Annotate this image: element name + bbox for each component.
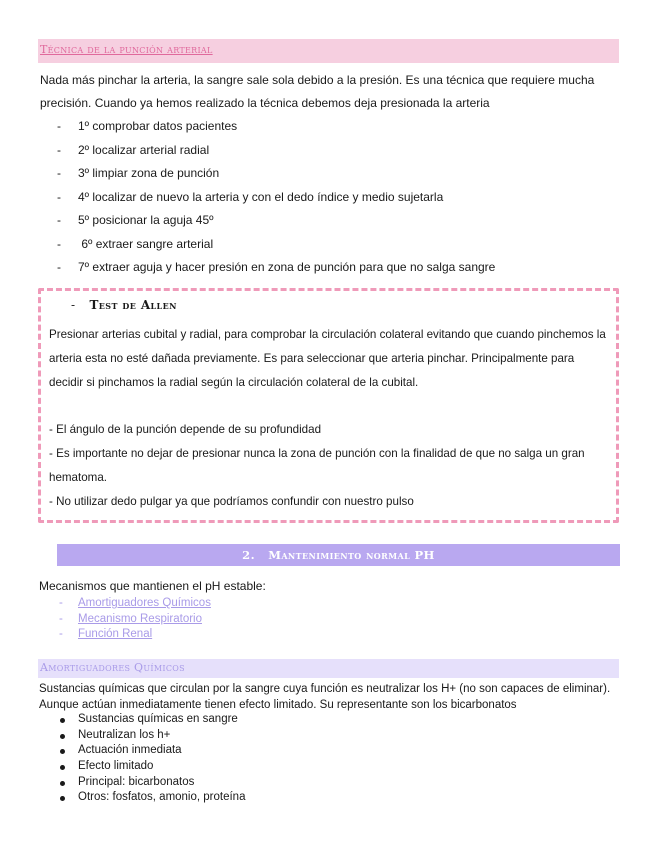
section-heading-text: 2. Mantenimiento normal PH: [242, 548, 435, 562]
bullet-icon: [60, 781, 65, 786]
box-line: decidir si pinchamos la radial según la circulación colateral de la cubital.: [49, 376, 419, 389]
list-item: Sustancias químicas en sangre: [60, 712, 245, 728]
list-item: - Amortiguadores Químicos: [59, 597, 211, 609]
mechanisms-intro: Mecanismos que mantienen el pH estable:: [39, 579, 266, 593]
box-line: arteria esta no esté dañada previamente. Es para seleccionar que arteria pinchar. Principalmente para: [49, 352, 575, 365]
bullet-icon: [60, 749, 65, 754]
allen-test-box: [38, 288, 619, 523]
procedure-steps: [57, 115, 495, 280]
list-item: - 5º posicionar la aguja 45º: [57, 213, 214, 227]
box-line: Presionar arterias cubital y radial, para comprobar la circulación colateral evitando que cuando pinchemos la: [49, 328, 606, 341]
mechanism-links: [59, 596, 211, 643]
paragraph-line: precisión. Cuando ya hemos realizado la técnica debemos deja presionada la arteria: [40, 96, 490, 110]
list-item: - Función Renal: [59, 628, 153, 640]
list-item: - 1º comprobar datos pacientes: [57, 119, 238, 133]
paragraph-line: Sustancias químicas que circulan por la sangre cuya función es neutralizar los H+ (no son capaces de eliminar).: [39, 683, 611, 695]
link-renal[interactable]: Función Renal: [78, 628, 153, 640]
bullet-icon: [60, 765, 65, 770]
intro-paragraph: [40, 69, 620, 115]
amortiguadores-paragraph: [39, 682, 624, 713]
section-heading-text: Técnica de la punción arterial: [40, 43, 213, 56]
list-item: - 6º extraer sangre arterial: [57, 236, 214, 251]
list-item: Efecto limitado: [60, 759, 245, 775]
link-respiratorio[interactable]: Mecanismo Respiratorio: [78, 612, 202, 625]
box-content: [49, 323, 614, 514]
box-note: hematoma.: [49, 471, 107, 484]
paragraph-line: Nada más pinchar la arteria, la sangre sale sola debido a la presión. Es una técnica que requiere mucha: [40, 73, 595, 87]
list-item: - 3º limpiar zona de punción: [57, 166, 220, 180]
section-heading-text: Amortiguadores Químicos: [40, 661, 185, 674]
list-item: Neutralizan los h+: [60, 728, 245, 744]
list-item: Principal: bicarbonatos: [60, 775, 245, 791]
section-heading-puncion: [38, 39, 619, 63]
section-heading-amortiguadores: [38, 659, 619, 678]
link-amortiguadores[interactable]: Amortiguadores Químicos: [78, 597, 211, 609]
amortiguadores-bullets: [60, 712, 245, 806]
bullet-icon: [60, 718, 65, 723]
bullet-icon: [60, 734, 65, 739]
section-heading-ph: [57, 544, 620, 566]
paragraph-line: Aunque actúan inmediatamente tienen efecto limitado. Su representante son los bicarbonatos: [39, 698, 517, 711]
box-title: - Test de Allen: [71, 298, 177, 312]
list-item: Otros: fosfatos, amonio, proteína: [60, 790, 245, 806]
list-item: - 7º extraer aguja y hacer presión en zona de punción para que no salga sangre: [57, 260, 496, 274]
list-item: - Mecanismo Respiratorio: [59, 612, 202, 625]
box-note: - Es importante no dejar de presionar nunca la zona de punción con la finalidad de que no salga un gran: [49, 447, 585, 460]
list-item: - 2º localizar arterial radial: [57, 142, 210, 157]
list-item: - 4º localizar de nuevo la arteria y con el dedo índice y medio sujetarla: [57, 189, 444, 204]
list-item: Actuación inmediata: [60, 743, 245, 759]
box-note: - El ángulo de la punción depende de su profundidad: [49, 423, 322, 436]
box-note: - No utilizar dedo pulgar ya que podríamos confundir con nuestro pulso: [49, 495, 414, 508]
bullet-icon: [60, 796, 65, 801]
